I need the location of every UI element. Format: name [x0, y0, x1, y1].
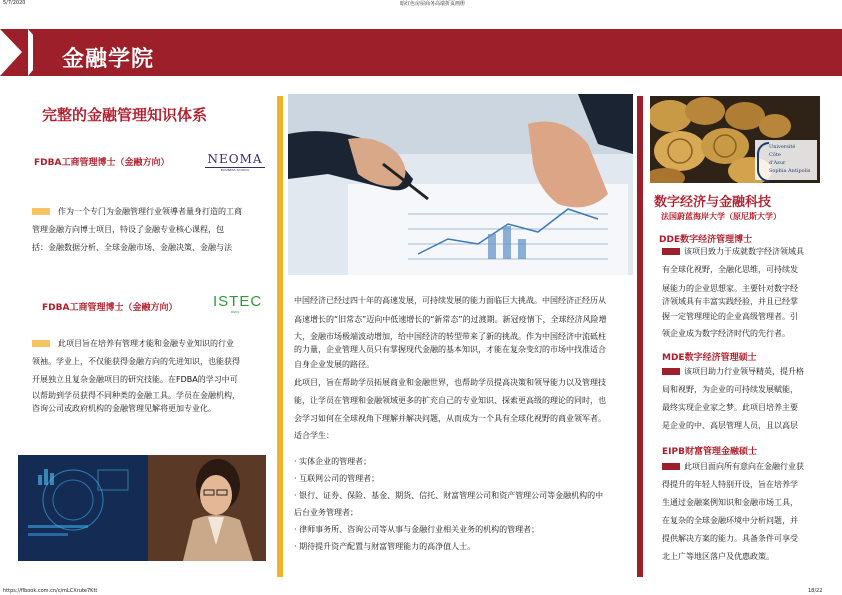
dde-description: 该项目致力于成就数字经济领域具 有全球化视野，全融化思维，可持续发 展能力的企业思想家。主要针对数字经 济领域具有丰富实践经验，并且已经掌 握一定管理理论的企业高级管理者。引 领企业成为数字经济时代的先行者。	[662, 247, 804, 338]
banner-title: 金融学院	[62, 47, 155, 72]
accent-bar-right	[637, 96, 643, 577]
middle-description: 中国经济已经过四十年的高速发展，可持续发展的能力面临巨大挑战。中国经济正经历从 高速增长的“旧常态”迈向中低速增长的“新常态”的过渡期。新冠疫情下，全球经济风险增 大，金融市场极端波动增加，给中国经济的转型带来了新的挑战。作为中国经济中流砥柱 的力量，企业管理人员只有掌握现代金融的基本知识，才能在复杂变幻的市场中找准适合 自身企业发展的路径。 此项目，旨在帮助学员拓展商业和金融世界，也帮助学员提高决策和领导能力以及管理技 能，让学员在管理和金融领域更多的扩充自己的专业知识、探索更高级的理论的同时，也 会学习如何在全球视角下理解并解决问题，从而成为一个具有全球化视野的商业领军者。 适合学生：	[294, 296, 607, 440]
document-title: 暗红色房屋商务高端折页画册	[400, 1, 466, 7]
hand-writing-photo	[288, 94, 633, 275]
program2-description: 此项目旨在培养有管理才能和金融专业知识的行业 领袖。学业上，不仅能获得金融方向的先进知识，也能获得 开展独立且复杂金融项目的研究技能。在FDBA的学习中可 以帮助到学员获得不同种类的金融工具。学员在金融机构， 咨询公司或政府机构的金融管理见解将更加专业化。	[32, 339, 240, 413]
istec-logo: ISTEC PARIS	[213, 293, 263, 314]
mde-title: MDE数字经济管理硕士	[662, 353, 757, 363]
program1-description: 作为一个专门为金融管理行业领導者量身打造的工商 管理金融方向博士项目，特设了金融专业核心课程，包 括：金融数据分析、全球金融市场、金融决策、金融与法	[32, 207, 242, 252]
list-item: 后台业务管理者；	[294, 508, 358, 517]
eipb-description: 此项目面向所有意向在金融行业获 得提升的年轻人特别开设，旨在培养学 生通过金融案例知识和金融市场工具， 在复杂的全球金融环境中分析问题，并 提供解决方案的能力。具备条件可享受 北上广等地区落户及优惠政策。	[662, 462, 804, 561]
list-item: · 期待提升资产配置与财富管理能力的高净值人士。	[294, 542, 476, 551]
accent-bar-left	[277, 96, 283, 577]
bullet-marker	[662, 368, 680, 375]
page-number: 18/22	[808, 588, 823, 594]
chevron-decoration	[0, 29, 22, 76]
list-item: · 律师事务所、咨询公司等从事与金融行业相关业务的机构的管理者；	[294, 525, 540, 534]
audience-list	[294, 453, 634, 555]
program2-title: FDBA工商管理博士（金融方向）	[42, 303, 178, 313]
print-date: 5/7/2020	[3, 0, 26, 6]
dde-title: DDE数字经济管理博士	[659, 235, 753, 245]
mde-description: 该项目助力行业领导精英，提升格 局和视野，为企业的可持续发展赋能， 最终实现企业家之梦。此项目培养主要 是企业的中、高层管理人员，且以高层	[662, 367, 804, 430]
program1-title: FDBA工商管理博士（金融方向）	[34, 158, 170, 168]
universite-cote-azur-logo: Université Côte d'Azur Sophia Antipolis	[755, 140, 817, 180]
bullet-marker	[662, 248, 680, 255]
bullet-marker	[32, 340, 50, 347]
bullet-marker	[662, 463, 680, 470]
woman-glasses-photo	[18, 455, 266, 561]
chevron-decoration-4	[33, 29, 53, 76]
eipb-title: EIPB财富管理金融硕士	[662, 447, 757, 457]
list-item: · 互联网公司的管理者；	[294, 474, 380, 483]
bullet-marker	[32, 208, 50, 215]
right-section-title: 数字经济与金融科技	[654, 195, 772, 210]
left-section-title: 完整的金融管理知识体系	[42, 106, 208, 124]
footer-url[interactable]: https://flbook.com.cn/c/mLCXrute7Ktt	[3, 588, 98, 594]
right-section-subtitle: 法国蔚蓝海岸大学（原尼斯大学）	[661, 212, 781, 221]
list-item: · 实体企业的管理者；	[294, 457, 372, 466]
neoma-logo: NEOMA BUSINESS SCHOOL	[205, 152, 265, 172]
list-item: · 银行、证券、保险、基金、期货、信托、财富管理公司和资产管理公司等金融机构的中	[294, 491, 604, 500]
